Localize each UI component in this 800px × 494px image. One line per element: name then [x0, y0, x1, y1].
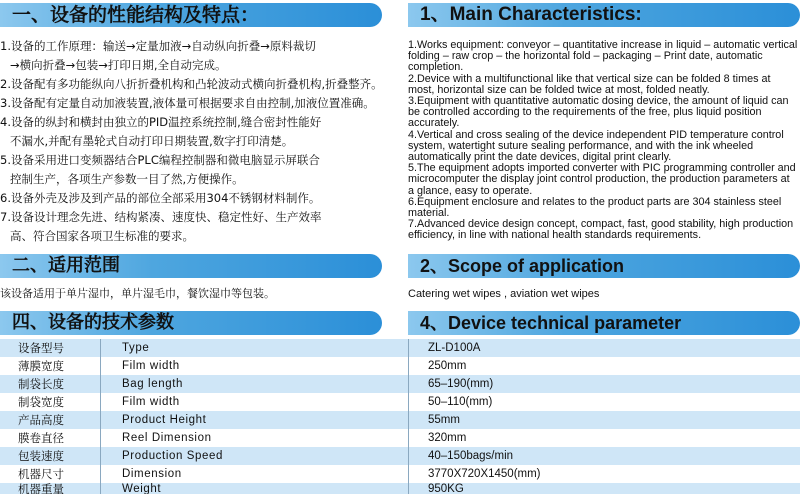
cn-line: 3.设备配有定量自动加液装置,液体量可根据要求自由控制,加液位置准确。 — [0, 96, 375, 110]
section4-en-title: 4、Device technical parameter — [420, 313, 682, 333]
en-item: 7.Advanced device design concept, compact, fast, good stability, high production efficiency, in line with national health standards requirements. — [408, 218, 794, 242]
en-item: 2.Device with a multifunctional like that vertical size can be folded 8 times at most, horizontal size can be folded twice at most, folded neatly. — [408, 72, 771, 96]
param-value: 55mm — [428, 414, 460, 426]
cn-line: →横向折叠→包装→打印日期,全自动完成。 — [10, 58, 227, 72]
table-row — [0, 393, 800, 411]
table-row — [0, 429, 800, 447]
section1-en-body — [408, 40, 798, 242]
table-row — [0, 411, 800, 429]
param-en-label: Dimension — [122, 468, 182, 480]
en-item: 3.Equipment with quantitative automatic dosing device, the amount of liquid can be controlled according to the requirements of the free, plus liquid position accurately. — [408, 95, 789, 130]
param-en-label: Production Speed — [122, 450, 224, 462]
param-en-label: Weight — [122, 483, 162, 494]
cn-line: 4.设备的纵封和横封由独立的PID温控系统控制,缝合密封性能好 — [0, 115, 322, 129]
param-en-label: Bag length — [122, 378, 183, 390]
cn-line: 5.设备采用进口变频器结合PLC编程控制器和微电脑显示屏联合 — [0, 153, 320, 167]
param-value: 950KG — [428, 483, 464, 494]
param-value: ZL-D100A — [428, 342, 481, 354]
section2-cn-header-bar — [0, 254, 382, 278]
cn-line: 2.设备配有多功能纵向八折折叠机构和凸轮波动式横向折叠机构,折叠整齐。 — [0, 77, 383, 91]
param-cn-label: 制袋长度 — [18, 377, 64, 391]
table-row — [0, 375, 800, 393]
en-item: 6.Equipment enclosure and relates to the product parts are 304 stainless steel material. — [408, 195, 782, 220]
table-row — [0, 357, 800, 375]
param-value: 250mm — [428, 360, 467, 372]
cn-line: 高、符合国家各项卫生标准的要求。 — [10, 229, 194, 243]
param-cn-label: 包装速度 — [18, 449, 64, 463]
param-en-label: Film width — [122, 396, 180, 408]
section1-cn-header-bar — [0, 3, 382, 27]
param-en-label: Reel Dimension — [122, 432, 212, 444]
section2-en-title: 2、Scope of application — [420, 256, 625, 276]
table-row — [0, 447, 800, 465]
param-cn-label: 设备型号 — [18, 341, 64, 355]
section1-en-header-bar — [408, 3, 800, 27]
section2-en-text: Catering wet wipes , aviation wet wipes — [408, 288, 600, 300]
param-cn-label: 制袋宽度 — [18, 395, 64, 409]
section2-cn-title: 二、适用范围 — [12, 255, 120, 276]
param-cn-label: 薄膜宽度 — [18, 359, 64, 373]
section4-cn-title: 四、设备的技术参数 — [12, 312, 174, 333]
table-divider — [408, 339, 409, 494]
cn-line: 7.设备设计理念先进、结构紧凑、速度快、稳定性好、生产效率 — [0, 210, 322, 224]
param-value: 40–150bags/min — [428, 450, 514, 462]
param-cn-label: 机器重量 — [18, 483, 64, 494]
section2-cn-text: 该设备适用于单片湿巾，单片湿毛巾，餐饮湿巾等包装。 — [0, 287, 275, 300]
param-cn-label: 产品高度 — [18, 413, 64, 427]
en-item: 5.The equipment adopts imported converter with PIC programming controller and microcomputer the display joint control production, the production parameters at a glance, easy to operate. — [408, 162, 796, 197]
param-en-label: Film width — [122, 360, 180, 372]
param-value: 65–190(mm) — [428, 378, 494, 390]
cn-line: 1.设备的工作原理：输送→定量加液→自动纵向折叠→原料裁切 — [0, 39, 316, 53]
cn-line: 不漏水,并配有墨轮式自动打印日期装置,数字打印清楚。 — [10, 134, 294, 148]
table-row — [0, 465, 800, 483]
section4-en-header-bar — [408, 311, 800, 335]
table-divider — [100, 339, 101, 494]
section2-en-header-bar — [408, 254, 800, 278]
section4-cn-header-bar — [0, 311, 382, 335]
param-en-label: Product Height — [122, 414, 207, 426]
cn-line: 控制生产，各项生产参数一目了然,方便操作。 — [10, 172, 244, 186]
table-row — [0, 339, 800, 357]
param-en-label: Type — [122, 342, 150, 354]
param-value: 3770X720X1450(mm) — [428, 468, 541, 480]
param-cn-label: 膜卷直径 — [18, 431, 64, 445]
en-item: 1.Works equipment: conveyor – quantitative increase in liquid – automatic vertical folding – raw crop – the horizontal fold – packaging – Print date, automatic completion. — [408, 39, 798, 74]
param-value: 50–110(mm) — [428, 396, 493, 408]
section1-en-title: 1、Main Characteristics: — [420, 4, 642, 25]
param-cn-label: 机器尺寸 — [18, 467, 64, 481]
cn-line: 6.设备外壳及涉及到产品的部位全部采用304不锈钢材料制作。 — [0, 191, 321, 205]
en-item: 4.Vertical and cross sealing of the device independent PID temperature control system, watertight suture sealing performance, and with the ink wheeled automatically print the date devices, digital print clearly. — [408, 128, 784, 164]
table-row — [0, 483, 800, 494]
param-value: 320mm — [428, 432, 467, 444]
section1-cn-title: 一、设备的性能结构及特点： — [12, 4, 260, 26]
